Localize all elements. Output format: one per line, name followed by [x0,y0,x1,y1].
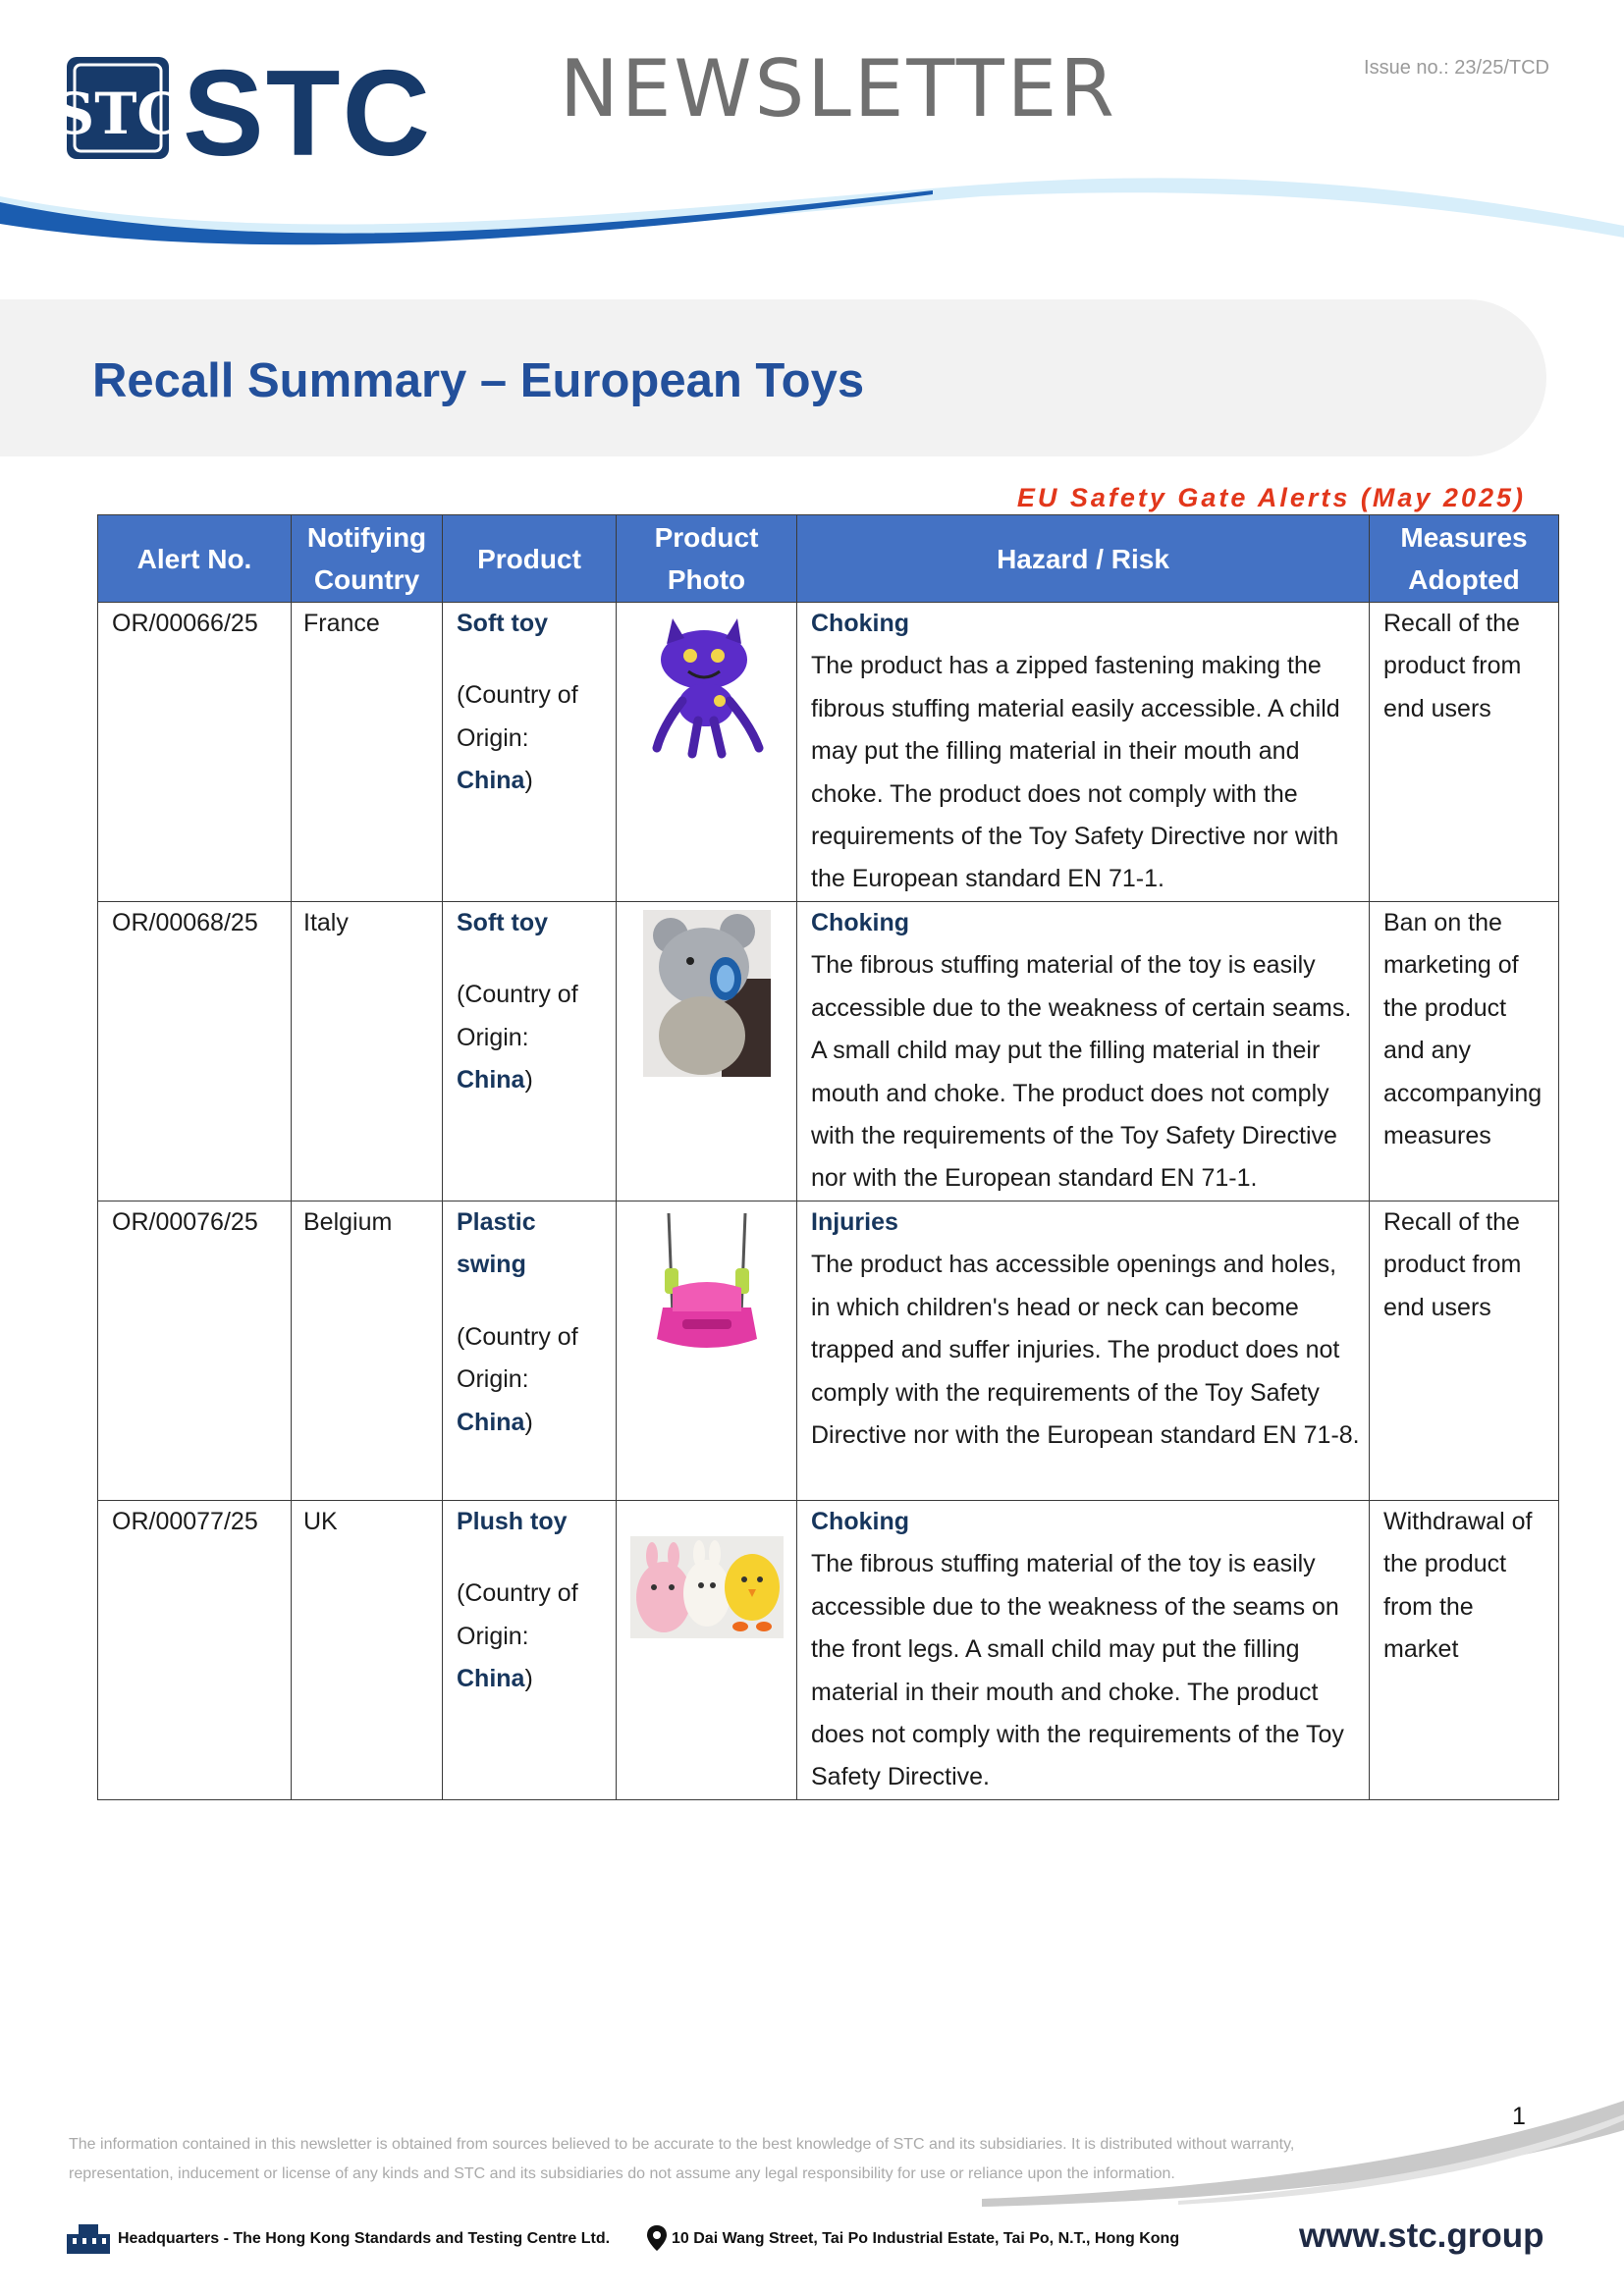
product-name: Soft toy [457,610,549,637]
product-photo [617,1501,797,1800]
origin-country: China [457,1066,525,1095]
origin-line-1 [457,974,602,1059]
notifying-country: Italy [292,902,443,1201]
origin-prefix: (Country of Origin: [457,1579,578,1650]
hazard-description: The product has accessible openings and holes, in which children's head or neck can become trapped and suffer injuries. The product does not comply with the requirements of the Toy Safety Directive nor with the European standard EN 71-8. [811,1251,1360,1450]
website-link[interactable]: www.stc.group [1299,2216,1544,2255]
origin-line-1 [457,1316,602,1402]
hazard-title: Choking [811,909,909,936]
table-row [98,603,1559,902]
alert-number: OR/00077/25 [98,1501,292,1800]
alert-number: OR/00076/25 [98,1201,292,1501]
origin-suffix: ) [524,1665,533,1693]
origin-line [457,1402,602,1444]
address-text: 10 Dai Wang Street, Tai Po Industrial Estate, Tai Po, N.T., Hong Kong [672,2230,1180,2247]
table-row [98,1201,1559,1501]
hazard-title: Injuries [811,1208,898,1236]
logo-text: STC [183,46,432,182]
measures-adopted: Withdrawal of the product from the market [1370,1501,1559,1800]
notifying-country: Belgium [292,1201,443,1501]
plush-animals-icon [630,1536,784,1638]
hazard-description: The product has a zipped fastening making the fibrous stuffing material easily accessible. A child may put the filling material in their mouth and choke. The product does not comply with the requirements of the Toy Safety Directive nor with the European standard EN 71-1. [811,652,1340,893]
header-alert-no: Alert No. [98,515,292,603]
product-cell [443,1201,617,1501]
origin-suffix: ) [524,1408,533,1436]
hazard-description: The fibrous stuffing material of the toy is easily accessible due to the weakness of certain seams. A small child may put the filling material in their mouth and choke. The product does not comply with the requirements of the Toy Safety Directive nor with the European standard EN 71-1. [811,951,1352,1193]
origin-line [457,1658,602,1700]
page-number: 1 [1512,2103,1526,2130]
hazard-cell [797,603,1370,902]
newsletter-heading: NEWSLETTER [560,43,1117,134]
measures-adopted: Recall of the product from end users [1370,603,1559,902]
stc-logo [53,46,460,182]
pink-swing-icon [643,1209,771,1366]
hazard-cell [797,1201,1370,1501]
grey-plush-bear-icon [643,910,771,1077]
origin-suffix: ) [524,767,533,795]
notifying-country: France [292,603,443,902]
page-title: Recall Summary – European Toys [92,354,865,407]
measures-adopted: Recall of the product from end users [1370,1201,1559,1501]
product-photo [617,1201,797,1501]
header-hazard-risk: Hazard / Risk [797,515,1370,603]
origin-prefix: (Country of Origin: [457,1322,578,1394]
origin-prefix: (Country of Origin: [457,981,578,1051]
table-header-row [98,515,1559,603]
product-name: Plush toy [457,1508,568,1535]
disclaimer-text: The information contained in this newsletter is obtained from sources believed to be accurate to the best knowledge of STC and its subsidiaries. It is distributed without warranty, representation, inducement or license of any kinds and STC and its subsidiaries do not assume any legal responsibility for use or reliance upon the information. [69,2136,1295,2182]
header-swoosh [0,167,1624,265]
product-photo [617,603,797,902]
product-name: Soft toy [457,909,549,936]
issue-number: Issue no.: 23/25/TCD [1364,57,1549,79]
alerts-subtitle: EU Safety Gate Alerts (May 2025) [1016,483,1526,512]
product-cell [443,1501,617,1800]
hazard-title: Choking [811,610,909,637]
notifying-country: UK [292,1501,443,1800]
table-row [98,902,1559,1201]
product-cell [443,902,617,1201]
table-row [98,1501,1559,1800]
alert-number: OR/00068/25 [98,902,292,1201]
purple-plush-cat-icon [643,611,771,758]
building-icon [65,2220,112,2256]
location-pin-icon [646,2224,668,2252]
measures-adopted: Ban on the marketing of the product and any accompanying measures [1370,902,1559,1201]
hazard-title: Choking [811,1508,909,1535]
recall-table [97,514,1559,1800]
origin-suffix: ) [524,1066,533,1095]
header-product-photo: Product Photo [617,515,797,603]
alert-number: OR/00066/25 [98,603,292,902]
header-product: Product [443,515,617,603]
origin-label [457,674,602,760]
hazard-description: The fibrous stuffing material of the toy is easily accessible due to the weakness of the seams on the front legs. A small child may put the filling material in their mouth and choke. The product does not comply with the requirements of the Toy Safety Directive. [811,1550,1344,1791]
origin-line [457,1059,602,1101]
origin-line-1 [457,1573,602,1658]
product-photo [617,902,797,1201]
origin-country: China [457,1408,525,1436]
headquarters-text: Headquarters - The Hong Kong Standards and Testing Centre Ltd. [118,2230,611,2247]
logo-mark-text: STC [53,80,183,147]
header-measures-adopted: Measures Adopted [1370,515,1559,603]
hazard-cell [797,902,1370,1201]
origin-line [457,760,602,802]
product-cell [443,603,617,902]
product-name: Plastic swing [457,1208,536,1279]
page-header [0,0,1624,255]
header-notifying-country: Notifying Country [292,515,443,603]
origin-country: China [457,1665,525,1693]
origin-country: China [457,767,525,795]
page-footer [65,2216,1557,2260]
hazard-cell [797,1501,1370,1800]
origin-prefix: (Country of Origin: [457,681,578,752]
